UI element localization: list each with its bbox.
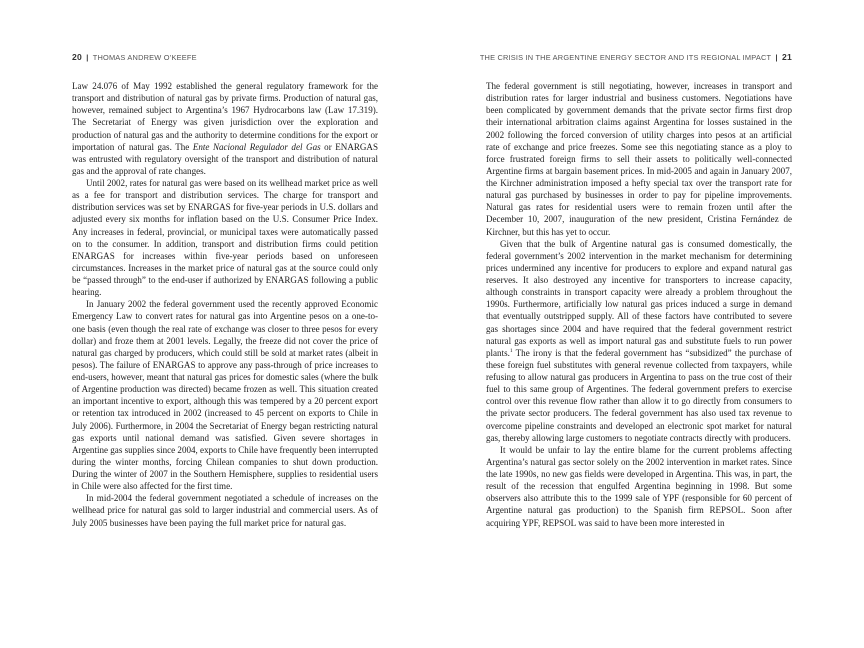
left-paragraph-1-text-a: Law 24.076 of May 1992 established the general regulatory framework for the transport and distribution of natural gas by private firms. Production of natural gas, however, remained subject to Argentina’s 1967 Hydrocarbons law (Law 17.319). The Secretariat of Energy was given jurisdiction over the exploration and production of natural gas and the authority to determine conditions for the export or importation of natural gas. The (72, 81, 378, 152)
left-running-head-author: THOMAS ANDREW O’KEEFE (92, 53, 197, 62)
right-page-number: 21 (782, 52, 792, 62)
right-paragraph-2-text-a: Given that the bulk of Argentine natural gas is consumed domestically, the federal government’s 2002 intervention in the market mechanism for determining prices undermined any incentive for producers to explore and expand natural gas reserves. It also destroyed any incentive for transporters to increase capacity, although constraints in transport capacity were already a problem throughout the 1990s. Furthermore, artificially low natural gas prices induced a surge in demand that eventually outstripped supply. All of these factors have contributed to severe gas shortages since 2004 and have required that the federal government restrict natural gas exports as well as import natural gas and substitute fuels to run power plants. (486, 238, 792, 358)
left-running-head-separator: | (83, 53, 91, 62)
right-paragraph-2-text-b: The irony is that the federal government has “subsidized” the purchase of these foreign fuel substitutes with general revenue collected from taxpayers, while refusing to allow natural gas producers in Argentina to pass on the true cost of their fuel to this same group of Argentines. The federal government prefers to exercise control over this revenue flow rather than allow it to go directly from consumers to the private sector producers. The federal government has also used tax revenue to overcome pipeline constraints and developed an electronic spot market for natural gas, thereby allowing large customers to negotiate contracts directly with producers. (486, 347, 792, 443)
right-running-head (480, 52, 792, 62)
left-paragraph-2: Until 2002, rates for natural gas were based on its wellhead market price as well as a fee for transport and distribution services. The charge for transport and distribution services was set by ENARGAS for five-year periods in U.S. dollars and adjusted every six months for inflation based on the U.S. Consumer Price Index. Any increases in federal, provincial, or municipal taxes were automatically passed on to the consumer. In addition, transport and distribution firms could petition ENARGAS for increases within five-year periods based on unforeseen circumstances. Increases in the market price of natural gas at the source could only be “passed through” to the end-user if authorized by ENARGAS following a public hearing. (72, 178, 378, 298)
left-page-body (72, 80, 378, 529)
right-running-head-separator: | (773, 53, 781, 62)
right-paragraph-3: It would be unfair to lay the entire blame for the current problems affecting Argentina’s natural gas sector solely on the 2002 intervention in market rates. Since the late 1990s, no new gas fields were developed in Argentina. This was, in part, the result of the recession that engulfed Argentina beginning in 1998. But some observers also attribute this to the 1999 sale of YPF (responsible for 60 percent of Argentine natural gas production) to the Spanish firm REPSOL. Soon after acquiring YPF, REPSOL was said to have been more interested in (486, 444, 792, 528)
right-running-head-title: THE CRISIS IN THE ARGENTINE ENERGY SECTOR AND ITS REGIONAL IMPACT (479, 53, 772, 62)
right-page (432, 0, 864, 648)
footnote-marker: 1 (509, 347, 513, 354)
left-paragraph-1-text-b: or ENARGAS was entrusted with regulatory oversight of the transport and distribution of natural gas and the approval of rate changes. (72, 141, 378, 176)
left-paragraph-4: In mid-2004 the federal government negotiated a schedule of increases on the wellhead price for natural gas sold to larger industrial and commercial users. As of July 2005 businesses have been paying the full market price for natural gas. (72, 493, 378, 528)
left-paragraph-1 (72, 80, 378, 177)
left-page-number: 20 (72, 52, 82, 62)
left-running-head (72, 52, 197, 62)
right-paragraph-1: The federal government is still negotiating, however, increases in transport and distribution rates for larger industrial and business customers. Negotiations have been complicated by government demands that the private sector firms first drop their international arbitration claims against Argentina for losses sustained in the 2002 following the forced conversion of utility charges into pesos at an artificial rate of exchange and price freezes. Some see this negotiating stance as a ploy to force frustrated foreign firms to sell their assets to politically well-connected Argentine firms at bargain basement prices. In mid-2005 and again in January 2007, the Kirchner administration imposed a hefty special tax over the transport rate for natural gas purchased by businesses in order to pay for pipeline improvements. Natural gas rates for residential users were to remain frozen until after the December 10, 2007, inauguration of the new president, Cristina Fernández de Kirchner, but this has yet to occur. (486, 81, 792, 237)
right-paragraph-2 (486, 238, 792, 444)
left-paragraph-3: In January 2002 the federal government used the recently approved Economic Emergency Law to convert rates for natural gas into Argentine pesos on a one-to-one basis (even though the real rate of exchange was closer to three pesos for every dollar) and froze them at 2001 levels. Legally, the freeze did not cover the price of natural gas charged by producers, which could still be sold at market rates (albeit in pesos). The failure of ENARGAS to approve any pass-through of price increases to end-users, however, meant that natural gas prices for domestic sales (where the bulk of Argentine production was directed) became frozen as well. This situation created an important incentive to export, although this was tempered by a 20 percent export or retention tax introduced in 2002 (increased to 45 percent on exports to Chile in July 2006). Furthermore, in 2004 the Secretariat of Energy began restricting natural gas exports until national demand was satisfied. Given severe shortages in Argentine gas supplies since 2004, exports to Chile have frequently been interrupted during the winter months, forcing Chilean companies to shut down production. During the winter of 2007 in the Southern Hemisphere, supplies to residential users in Chile were also affected for the first time. (72, 299, 378, 492)
right-page-body (486, 80, 792, 529)
left-paragraph-1-italic: Ente Nacional Regulador del Gas (192, 141, 321, 152)
